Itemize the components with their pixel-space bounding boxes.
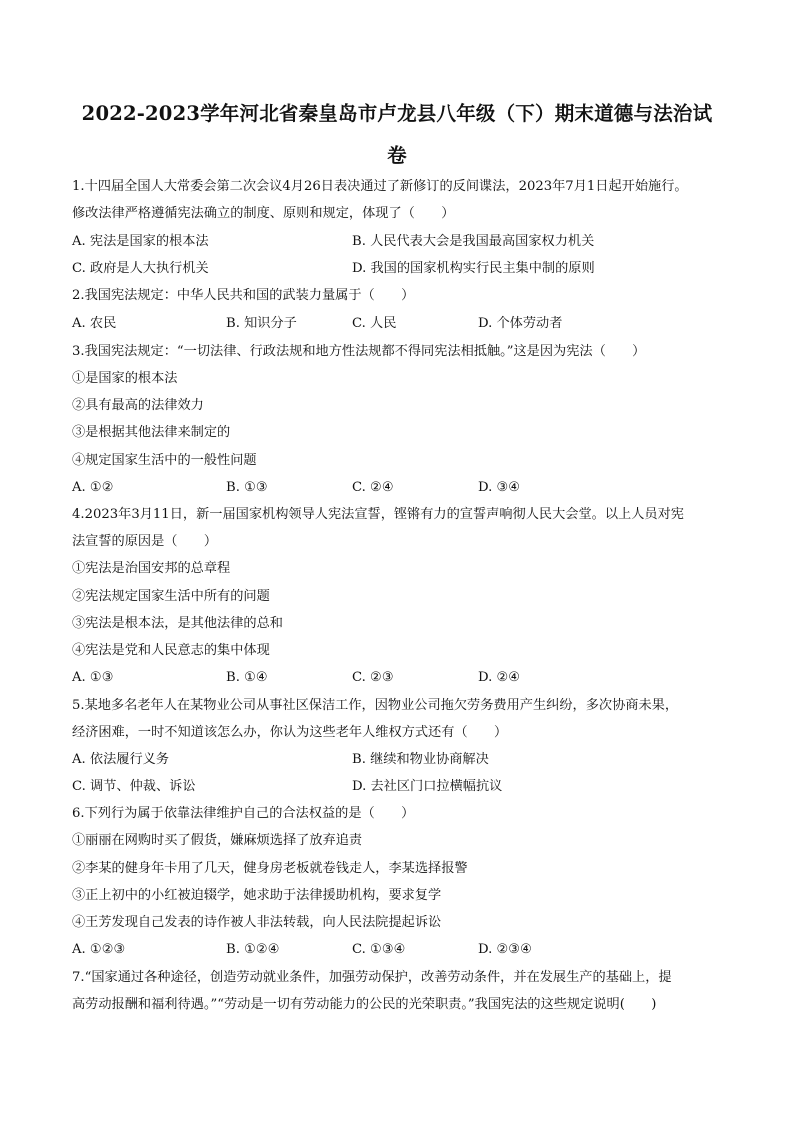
q1-option-d: D. 我国的国家机构实行民主集中制的原则 (352, 261, 595, 276)
exam-title-line-1: 2022-2023学年河北省秦皇岛市卢龙县八年级（下）期末道德与法治试 (81, 102, 713, 125)
q4-option-b: B. ①④ (226, 670, 268, 685)
q1-option-a: A. 宪法是国家的根本法 (72, 234, 209, 249)
q6-option-c: C. ①③④ (352, 942, 406, 957)
q3-option-b: B. ①③ (226, 480, 268, 495)
q4-statement-1: ①宪法是治国安邦的总章程 (72, 561, 231, 576)
q1-option-b: B. 人民代表大会是我国最高国家权力机关 (352, 234, 595, 249)
q6-option-d: D. ②③④ (478, 942, 532, 957)
q4-stem-line-1: 4.2023年3月11日，新一届国家机构领导人宪法宣誓，铿锵有力的宣誓声响彻人民大会堂。以上人员对宪 (72, 507, 684, 522)
exam-title-line-2: 卷 (387, 144, 407, 167)
q2-option-c: C. 人民 (352, 316, 397, 331)
q6-statement-3: ③正上初中的小红被迫辍学，她求助于法律援助机构，要求复学 (72, 888, 442, 903)
q5-option-b: B. 继续和物业协商解决 (352, 752, 489, 767)
q3-statement-1: ①是国家的根本法 (72, 371, 178, 386)
q7-stem-line-2: 高劳动报酬和福利待遇。”“劳动是一切有劳动能力的公民的光荣职责。”我国宪法的这些规定说明( ) (72, 997, 657, 1012)
q6-statement-2: ②李某的健身年卡用了几天，健身房老板就卷钱走人，李某选择报警 (72, 861, 468, 876)
q5-option-c: C. 调节、仲裁、诉讼 (72, 779, 196, 794)
q6-option-a: A. ①②③ (72, 942, 126, 957)
q4-statement-2: ②宪法规定国家生活中所有的问题 (72, 589, 270, 604)
q4-option-d: D. ②④ (478, 670, 521, 685)
q4-statement-4: ④宪法是党和人民意志的集中体现 (72, 643, 270, 658)
q5-stem-line-1: 5.某地多名老年人在某物业公司从事社区保洁工作，因物业公司拖欠劳务费用产生纠纷，多次协商未果， (72, 698, 679, 713)
q7-stem-line-1: 7.“国家通过各种途径，创造劳动就业条件，加强劳动保护，改善劳动条件，并在发展生产的基础上，提 (72, 970, 672, 985)
q3-statement-4: ④规定国家生活中的一般性问题 (72, 453, 257, 468)
q2-option-a: A. 农民 (72, 316, 117, 331)
q6-statement-4: ④王芳发现自己发表的诗作被人非法转载，向人民法院提起诉讼 (72, 915, 442, 930)
q2-option-b: B. 知识分子 (226, 316, 297, 331)
q1-stem-line-1: 1.十四届全国人大常委会第二次会议4月26日表决通过了新修订的反间谍法，2023年7月1日起开始施行。 (72, 179, 688, 194)
q6-stem: 6.下列行为属于依靠法律维护自己的合法权益的是（ ） (72, 806, 415, 821)
q2-option-d: D. 个体劳动者 (478, 316, 563, 331)
q3-stem: 3.我国宪法规定：“一切法律、行政法规和地方性法规都不得同宪法相抵触。”这是因为宪法（ ） (72, 344, 646, 359)
q1-option-c: C. 政府是人大执行机关 (72, 261, 209, 276)
q1-stem-line-2: 修改法律严格遵循宪法确立的制度、原则和规定，体现了（ ） (72, 206, 455, 221)
q4-option-c: C. ②③ (352, 670, 394, 685)
q6-option-b: B. ①②④ (226, 942, 280, 957)
q5-option-d: D. 去社区门口拉横幅抗议 (352, 779, 503, 794)
q4-option-a: A. ①③ (72, 670, 114, 685)
q5-stem-line-2: 经济困难，一时不知道该怎么办，你认为这些老年人维权方式还有（ ） (72, 725, 508, 740)
q3-statement-3: ③是根据其他法律来制定的 (72, 425, 231, 440)
q3-option-c: C. ②④ (352, 480, 394, 495)
q5-option-a: A. 依法履行义务 (72, 752, 170, 767)
q3-option-a: A. ①② (72, 480, 114, 495)
q4-stem-line-2: 法宣誓的原因是（ ） (72, 534, 218, 549)
q3-option-d: D. ③④ (478, 480, 521, 495)
q4-statement-3: ③宪法是根本法，是其他法律的总和 (72, 616, 283, 631)
q6-statement-1: ①丽丽在网购时买了假货，嫌麻烦选择了放弃追责 (72, 833, 363, 848)
q3-statement-2: ②具有最高的法律效力 (72, 398, 204, 413)
q2-stem: 2.我国宪法规定：中华人民共和国的武装力量属于（ ） (72, 288, 415, 303)
